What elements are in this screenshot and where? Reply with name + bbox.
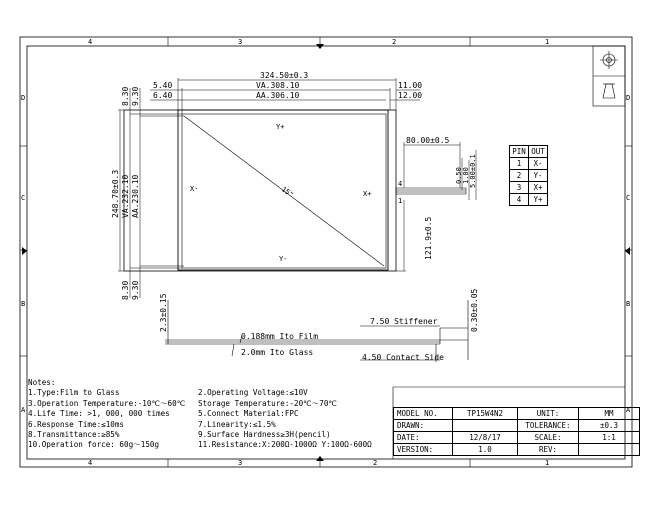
title-row bbox=[394, 432, 640, 444]
aa-height-label: AA.230.10 bbox=[131, 174, 140, 218]
note-row bbox=[28, 430, 398, 440]
note-row bbox=[28, 399, 398, 409]
pin-table bbox=[509, 145, 548, 206]
zone-top-4: 1 bbox=[545, 38, 550, 46]
overall-height-label: 248.70±0.3 bbox=[111, 169, 120, 218]
notes-block bbox=[28, 378, 398, 451]
zone-right-4: A bbox=[626, 406, 631, 414]
model-no-value: TP15W4N2 bbox=[453, 408, 518, 420]
unit-value: MM bbox=[579, 408, 640, 420]
fpc-width2-label: 1.00 bbox=[462, 167, 470, 184]
note-row bbox=[28, 440, 398, 450]
title-row bbox=[394, 408, 640, 420]
out-cell: Y- bbox=[529, 170, 548, 182]
fpc-pin-last-label: 1 bbox=[398, 197, 403, 205]
glass-label: 2.0mm Ito Glass bbox=[241, 348, 314, 357]
note-item: 11.Resistance:X:200Ω-1000Ω Y:100Ω-600Ω bbox=[198, 440, 372, 450]
center-arrow-left-icon bbox=[22, 247, 27, 255]
center-arrow-bottom-icon bbox=[316, 456, 324, 461]
drawn-value bbox=[453, 420, 518, 432]
title-row bbox=[394, 444, 640, 456]
fpc-pin-first-label: 4 bbox=[398, 180, 403, 188]
va-width-label: VA.308.10 bbox=[256, 81, 300, 90]
stiffener-label: 7.50 Stiffener bbox=[370, 317, 438, 326]
version-label: VERSION: bbox=[394, 444, 453, 456]
zone-top-1: 4 bbox=[88, 38, 93, 46]
note-item: 5.Connect Material:FPC bbox=[198, 409, 299, 419]
zone-bottom-4: 1 bbox=[545, 459, 550, 467]
va-height-label: VA.232.10 bbox=[121, 174, 130, 218]
zone-bottom-1: 4 bbox=[88, 459, 93, 467]
right-offset-va-label: 11.00 bbox=[398, 81, 423, 90]
electrode-left-label: X- bbox=[190, 185, 199, 193]
electrode-top-label: Y+ bbox=[276, 123, 285, 131]
pin-cell: 1 bbox=[510, 158, 529, 170]
contact-side-label: 4.50 Contact Side bbox=[362, 353, 444, 362]
scale-value: 1:1 bbox=[579, 432, 640, 444]
note-item: 6.Response Time:≤10ms bbox=[28, 419, 125, 429]
left-offset-va-label: 5.40 bbox=[153, 81, 173, 90]
title-block bbox=[393, 407, 640, 456]
table-row bbox=[510, 170, 548, 182]
pin-cell: 2 bbox=[510, 170, 529, 182]
out-cell: X+ bbox=[529, 182, 548, 194]
bottom-offset-va-label: 8.30 bbox=[121, 280, 130, 300]
out-cell: X- bbox=[529, 158, 548, 170]
fpc-tail bbox=[396, 142, 476, 271]
note-item: 9.Surface Hardness≥3H(pencil) bbox=[198, 430, 331, 440]
diagonal-label: 15" bbox=[279, 185, 295, 200]
table-row bbox=[510, 158, 548, 170]
fpc-width1-label: 0.50 bbox=[455, 167, 463, 184]
overall-width-label: 324.50±0.3 bbox=[260, 71, 309, 80]
note-item: 3.Operation Temperature:-10℃～60℃ bbox=[28, 398, 186, 408]
version-value: 1.0 bbox=[453, 444, 518, 456]
zone-top-2: 3 bbox=[238, 38, 243, 46]
title-row bbox=[394, 420, 640, 432]
tolerance-value: ±0.3 bbox=[579, 420, 640, 432]
center-arrow-right-icon bbox=[625, 247, 630, 255]
table-row bbox=[510, 182, 548, 194]
pin-header: PIN bbox=[510, 146, 529, 158]
film-label: 0.188mm Ito Film bbox=[241, 332, 319, 341]
note-item: 7.Linearity:≤1.5% bbox=[198, 419, 276, 429]
zone-right-3: B bbox=[626, 300, 631, 308]
note-item: 1.Type:Film to Glass bbox=[28, 388, 120, 398]
pin-cell: 4 bbox=[510, 194, 529, 206]
note-row bbox=[28, 409, 398, 419]
rev-label: REV: bbox=[518, 444, 579, 456]
scale-label: SCALE: bbox=[518, 432, 579, 444]
top-offset-aa-label: 9.30 bbox=[131, 86, 140, 106]
date-value: 12/8/17 bbox=[453, 432, 518, 444]
pin-table-header bbox=[510, 146, 548, 158]
stiffener-thickness-label: 0.30±0.05 bbox=[470, 288, 479, 332]
out-header: OUT bbox=[529, 146, 548, 158]
aa-width-label: AA.306.10 bbox=[256, 91, 300, 100]
notes-title: Notes: bbox=[28, 378, 56, 387]
table-row bbox=[510, 194, 548, 206]
note-item: 2.Operating Voltage:≤10V bbox=[198, 388, 308, 398]
left-offset-aa-label: 6.40 bbox=[153, 91, 173, 100]
zone-right-2: C bbox=[626, 194, 631, 202]
note-item: 4.Life Time: >1, 000, 000 times bbox=[28, 409, 170, 419]
note-row bbox=[28, 420, 398, 430]
right-offset-aa-label: 12.00 bbox=[398, 91, 423, 100]
pin-cell: 3 bbox=[510, 182, 529, 194]
zone-left-4: A bbox=[21, 406, 26, 414]
tolerance-label: TOLERANCE: bbox=[518, 420, 579, 432]
projection-symbol-icon bbox=[593, 46, 625, 106]
note-item: 10.Operation force: 60g～150g bbox=[28, 440, 160, 450]
zone-top-3: 2 bbox=[392, 38, 397, 46]
model-no-label: MODEL NO. bbox=[394, 408, 453, 420]
bottom-offset-aa-label: 9.30 bbox=[131, 280, 140, 300]
note-item: 8.Transmittance:≥85% bbox=[28, 430, 120, 440]
fpc-width3-label: 5.00±0.1 bbox=[469, 154, 477, 188]
zone-left-3: B bbox=[21, 300, 26, 308]
zone-bottom-3: 2 bbox=[373, 459, 378, 467]
panel-outline bbox=[124, 110, 396, 271]
rev-value bbox=[579, 444, 640, 456]
zone-right-1: D bbox=[626, 94, 631, 102]
unit-label: UNIT: bbox=[518, 408, 579, 420]
zone-left-1: D bbox=[21, 94, 26, 102]
fpc-length-label: 80.00±0.5 bbox=[406, 136, 450, 145]
center-arrow-top-icon bbox=[316, 44, 324, 49]
electrode-right-label: X+ bbox=[363, 190, 372, 198]
film-thickness-label: 2.3±0.15 bbox=[159, 293, 168, 332]
drawn-label: DRAWN: bbox=[394, 420, 453, 432]
zone-left-2: C bbox=[21, 194, 26, 202]
fpc-position-label: 121.9±0.5 bbox=[424, 216, 433, 260]
note-item: Storage Temperature:-20℃～70℃ bbox=[198, 398, 337, 408]
electrode-bottom-label: Y- bbox=[279, 255, 288, 263]
top-offset-va-label: 8.30 bbox=[121, 86, 130, 106]
out-cell: Y+ bbox=[529, 194, 548, 206]
date-label: DATE: bbox=[394, 432, 453, 444]
zone-bottom-2: 3 bbox=[238, 459, 243, 467]
note-row bbox=[28, 388, 398, 398]
